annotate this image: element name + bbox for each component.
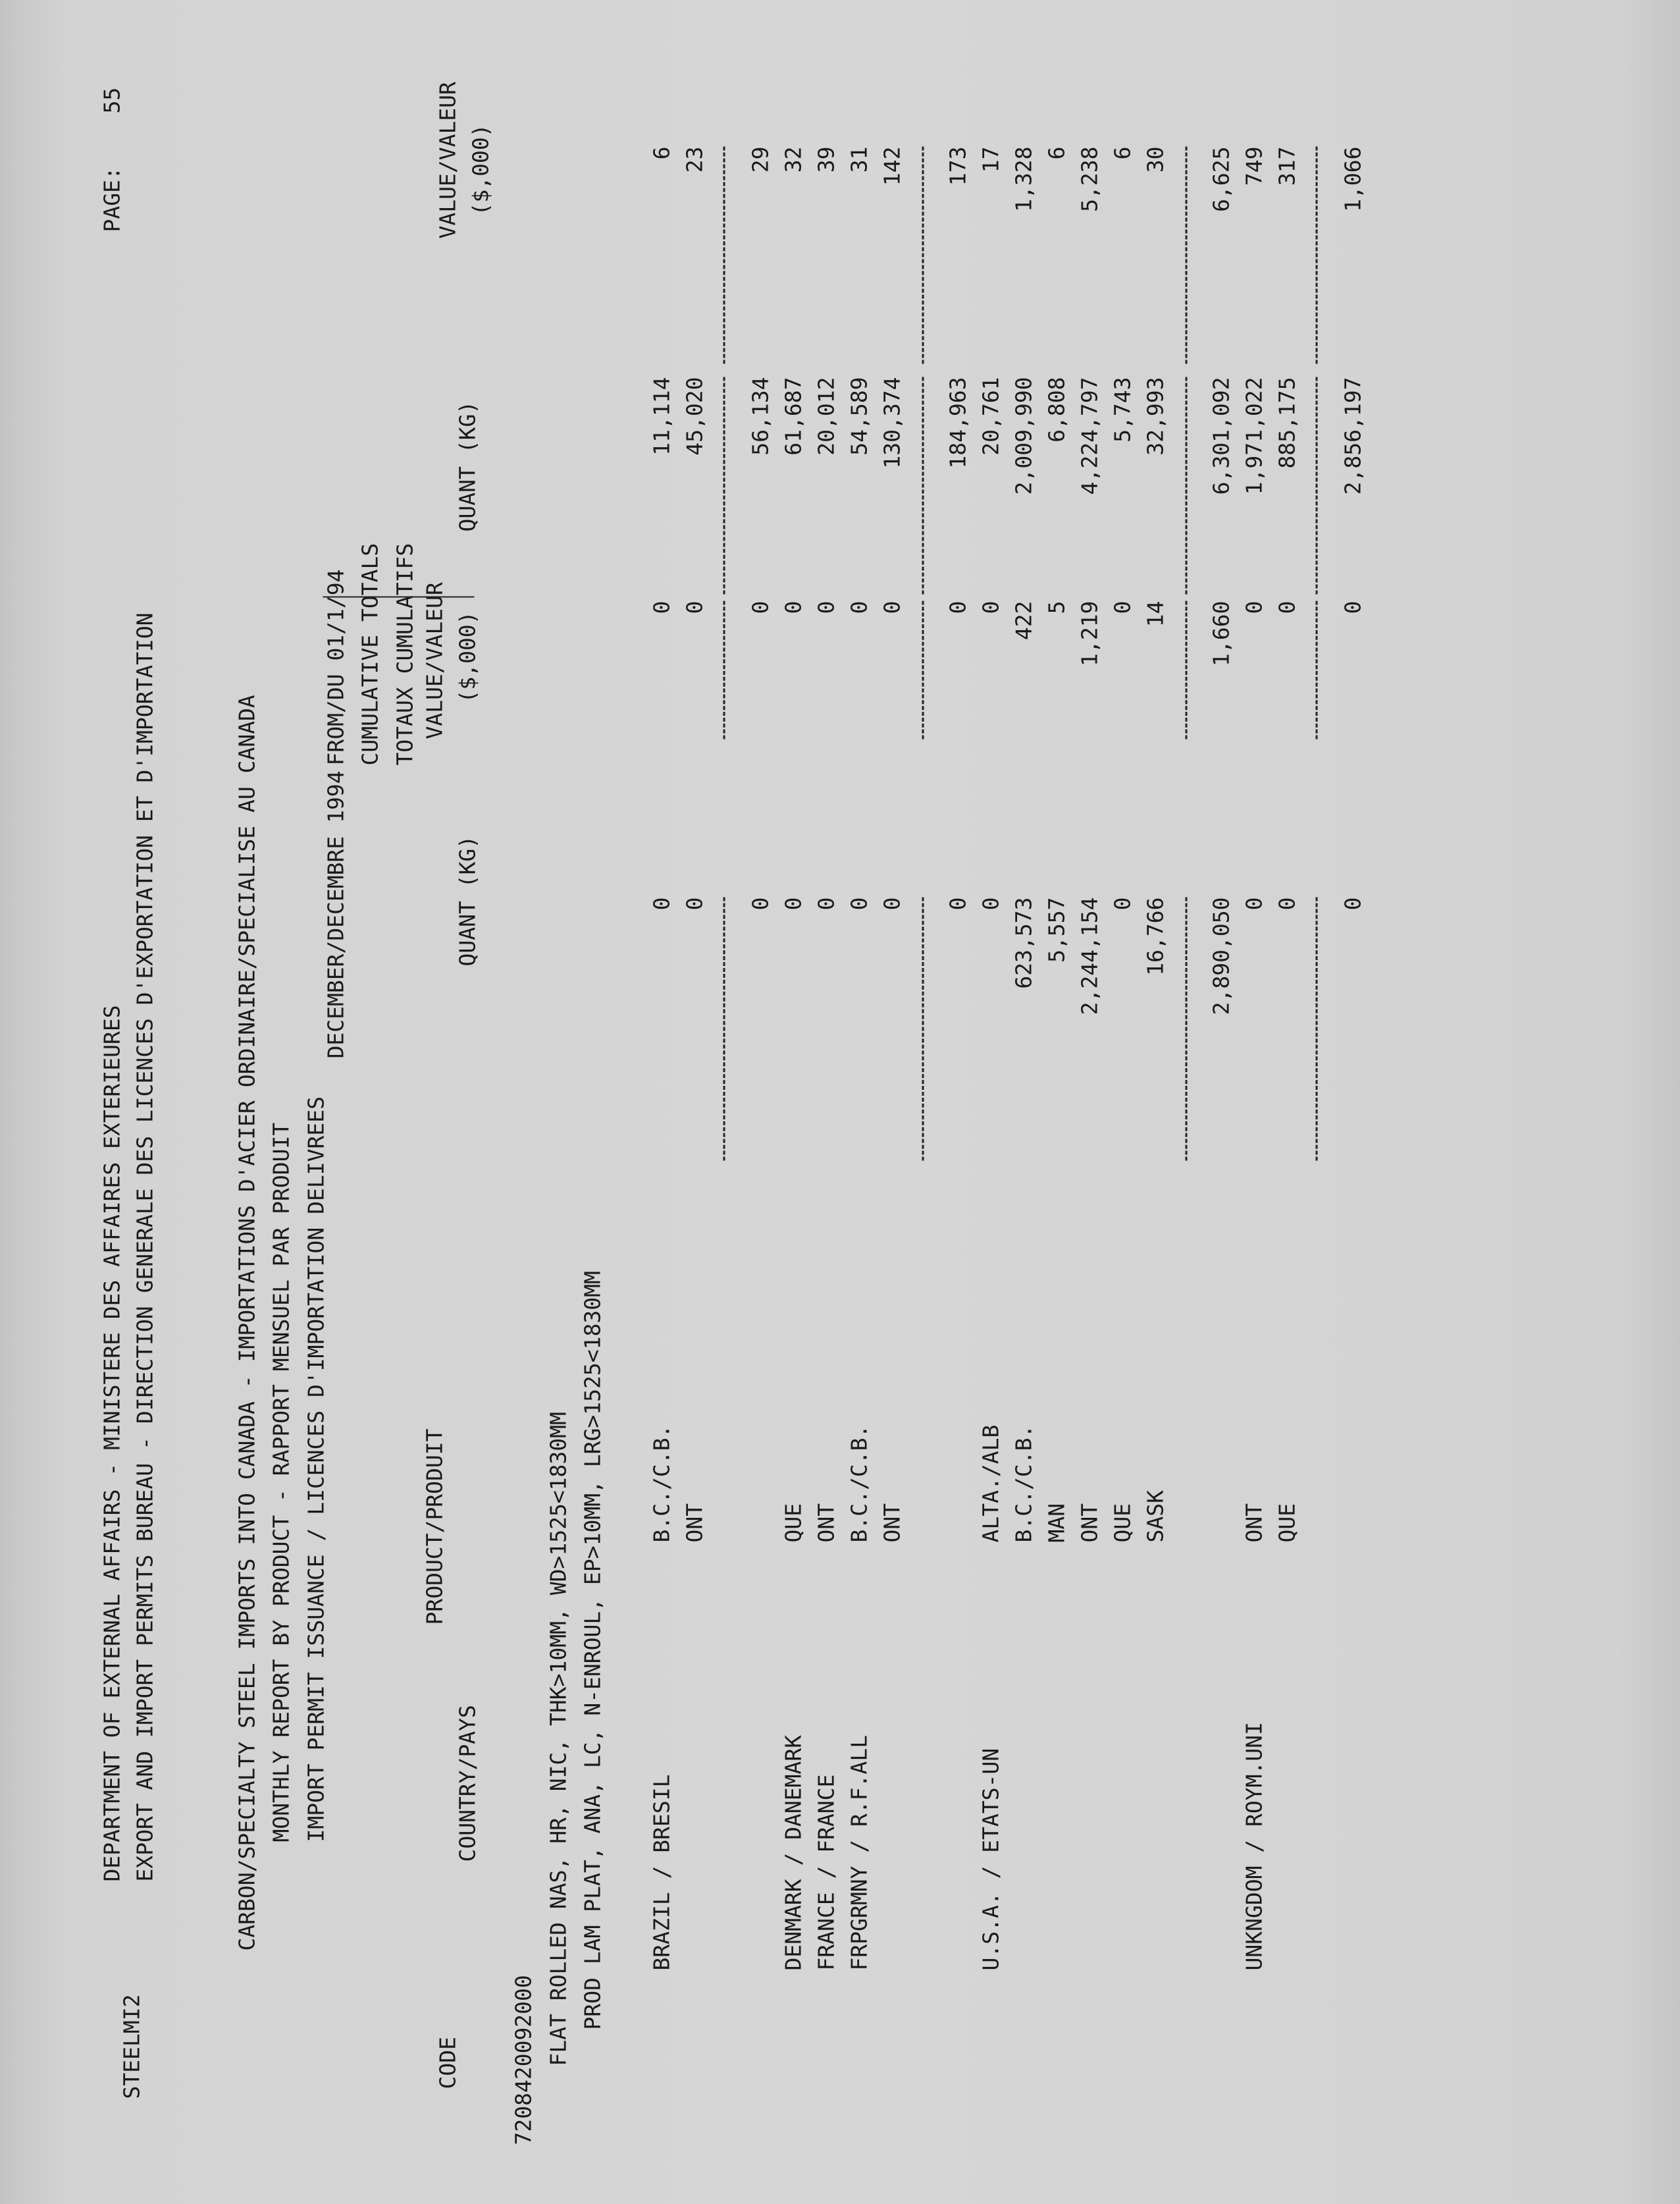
subtotal-rule: [1185, 146, 1187, 363]
value-cell: 14: [1142, 601, 1168, 627]
cum-quant-cell: 32,993: [1142, 377, 1168, 456]
quant-cell: 0: [945, 897, 970, 910]
province-cell: QUE: [780, 1503, 806, 1542]
subtotal-rule: [1185, 897, 1187, 1160]
subtotal-rule: [723, 897, 725, 1160]
value-cell: 0: [648, 601, 674, 614]
value-cell: 0: [879, 601, 905, 614]
code-header: CODE: [434, 2036, 460, 2089]
value-cell: 1,219: [1076, 601, 1102, 666]
cum-quant-cell: 56,134: [747, 377, 773, 456]
page-number: 55: [99, 87, 124, 113]
cum-quant-cell: 20,012: [813, 377, 839, 456]
value-cell: 0: [1340, 601, 1365, 614]
province-cell: SASK: [1142, 1490, 1168, 1542]
value-cell: 5: [1043, 601, 1069, 614]
cum-quant-cell: 130,374: [879, 377, 905, 469]
cum-quant-cell: 6,808: [1043, 377, 1069, 443]
cum-quant-cell: 5,743: [1109, 377, 1135, 443]
subtotal-rule: [723, 146, 725, 363]
subtotal-rule: [1315, 601, 1317, 739]
value-cell: 1,660: [1208, 601, 1234, 666]
value-cell: 0: [978, 601, 1003, 614]
subtotal-rule: [1185, 377, 1187, 594]
cumulative-from: FROM/DU 01/1/94: [323, 568, 348, 765]
cum-quant-cell: 885,175: [1274, 377, 1299, 469]
quant-cell: 0: [879, 897, 905, 910]
province-cell: ONT: [1076, 1503, 1102, 1542]
cum-quant-cell: 1,971,022: [1241, 377, 1267, 495]
cum-quant-cell: 61,687: [780, 377, 806, 456]
quant-cell: 0: [1274, 897, 1299, 910]
cumulative-totals-en: CUMULATIVE TOTALS: [357, 543, 382, 765]
value-cell: 0: [1274, 601, 1299, 614]
cum-quant-cell: 2,856,197: [1340, 377, 1365, 495]
cum-value-cell: 23: [681, 146, 707, 173]
cum-quant-cell: 2,009,990: [1011, 377, 1036, 495]
province-cell: ONT: [681, 1503, 707, 1542]
quant-cell: 2,890,050: [1208, 897, 1234, 1015]
quant-cell: 0: [978, 897, 1003, 910]
product-code: 7208420092000: [510, 1974, 536, 2145]
cum-quant-cell: 4,224,797: [1076, 377, 1102, 495]
country-cell: DENMARK / DANEMARK: [780, 1734, 806, 1970]
value-cell: 0: [813, 601, 839, 614]
quant-cell: 0: [1340, 897, 1365, 910]
province-cell: B.C./C.B.: [846, 1424, 872, 1542]
country-cell: FRANCE / FRANCE: [813, 1773, 839, 1970]
quant-cell: 0: [747, 897, 773, 910]
cum-value-cell: 6,625: [1208, 146, 1234, 212]
quant-header: QUANT (KG): [454, 835, 480, 966]
cum-value-cell: 29: [747, 146, 773, 173]
cum-value-cell: 5,238: [1076, 146, 1102, 212]
subtotal-rule: [1185, 601, 1187, 739]
subtotal-rule: [1315, 377, 1317, 594]
cum-value-cell: 1,328: [1011, 146, 1036, 212]
bureau-line: EXPORT AND IMPORT PERMITS BUREAU - DIRECTION GENERALE DES LICENCES D'EXPORTATION ET D'IMPORTATION: [132, 612, 157, 1881]
cum-value-cell: 317: [1274, 146, 1299, 186]
cum-value-cell: 31: [846, 146, 872, 173]
value-cell: 0: [1109, 601, 1135, 614]
value-cell: 0: [681, 601, 707, 614]
cum-value-header: VALUE/VALEUR: [434, 81, 460, 238]
subtotal-rule: [723, 601, 725, 739]
value-cell: 0: [1241, 601, 1267, 614]
quant-cell: 623,573: [1011, 897, 1036, 989]
product-desc-en: FLAT ROLLED NAS, HR, NIC, THK>10MM, WD>1525<1830MM: [545, 1411, 571, 2066]
cum-value-cell: 39: [813, 146, 839, 173]
cum-quant-cell: 184,963: [945, 377, 970, 469]
value-cell: 0: [780, 601, 806, 614]
value-cell: 0: [945, 601, 970, 614]
report-title: CARBON/SPECIALTY STEEL IMPORTS INTO CANADA - IMPORTATIONS D'ACIER ORDINAIRE/SPECIALISE AU CANADA: [234, 694, 259, 1950]
cum-quant-cell: 45,020: [681, 377, 707, 456]
report-period: DECEMBER/DECEMBRE 1994: [323, 770, 348, 1058]
cum-value-cell: 6: [648, 146, 674, 159]
country-cell: BRAZIL / BRESIL: [648, 1773, 674, 1970]
subtotal-rule: [723, 377, 725, 594]
value-cell: 422: [1011, 601, 1036, 640]
value-unit-header: ($,000): [454, 610, 480, 703]
province-cell: ONT: [813, 1503, 839, 1542]
cumulative-totals-fr: TOTAUX CUMULATIFS: [392, 543, 417, 765]
country-cell: FRPGRMNY / R.F.ALL: [846, 1734, 872, 1970]
subtotal-rule: [1315, 897, 1317, 1160]
cum-value-cell: 142: [879, 146, 905, 186]
province-cell: ALTA./ALB: [978, 1424, 1003, 1542]
value-header: VALUE/VALEUR: [421, 581, 447, 739]
province-cell: ONT: [1241, 1503, 1267, 1542]
quant-cell: 0: [813, 897, 839, 910]
country-cell: U.S.A. / ETATS-UN: [978, 1748, 1003, 1970]
province-cell: B.C./C.B.: [648, 1424, 674, 1542]
quant-cell: 16,766: [1142, 897, 1168, 976]
cum-quant-cell: 6,301,092: [1208, 377, 1234, 495]
cum-quant-cell: 54,589: [846, 377, 872, 456]
value-cell: 0: [747, 601, 773, 614]
quant-cell: 0: [648, 897, 674, 910]
report-subtitle-2: IMPORT PERMIT ISSUANCE / LICENCES D'IMPORTATION DELIVREES: [303, 1096, 328, 1842]
cum-value-cell: 749: [1241, 146, 1267, 186]
subtotal-rule: [922, 601, 924, 739]
report-subtitle: MONTHLY REPORT BY PRODUCT - RAPPORT MENSUEL PAR PRODUIT: [268, 1122, 294, 1842]
cum-quant-cell: 11,114: [648, 377, 674, 456]
province-cell: ONT: [879, 1503, 905, 1542]
cum-value-cell: 6: [1043, 146, 1069, 159]
cum-value-cell: 1,066: [1340, 146, 1365, 212]
report-id: STEELMI2: [118, 1994, 144, 2099]
quant-cell: 0: [681, 897, 707, 910]
cum-value-cell: 6: [1109, 146, 1135, 159]
value-cell: 0: [846, 601, 872, 614]
cum-value-cell: 173: [945, 146, 970, 186]
quant-cell: 0: [846, 897, 872, 910]
cum-quant-header: QUANT (KG): [454, 400, 480, 531]
quant-cell: 2,244,154: [1076, 897, 1102, 1015]
province-cell: QUE: [1274, 1503, 1299, 1542]
subtotal-rule: [922, 897, 924, 1160]
country-header: COUNTRY/PAYS: [454, 1704, 480, 1862]
cum-quant-cell: 20,761: [978, 377, 1003, 456]
subtotal-rule: [922, 377, 924, 594]
cum-value-unit-header: ($,000): [467, 123, 493, 215]
province-cell: MAN: [1043, 1503, 1069, 1542]
subtotal-rule: [922, 146, 924, 363]
cum-value-cell: 32: [780, 146, 806, 173]
cum-value-cell: 17: [978, 146, 1003, 173]
page-label: PAGE:: [99, 166, 124, 232]
province-cell: B.C./C.B.: [1011, 1424, 1036, 1542]
cum-value-cell: 30: [1142, 146, 1168, 173]
subtotal-rule: [1315, 146, 1317, 363]
quant-cell: 5,557: [1043, 897, 1069, 963]
quant-cell: 0: [1241, 897, 1267, 910]
quant-cell: 0: [780, 897, 806, 910]
product-desc-fr: PROD LAM PLAT, ANA, LC, N-ENROUL, EP>10MM, LRG>1525<1830MM: [579, 1270, 605, 2029]
department-line: DEPARTMENT OF EXTERNAL AFFAIRS - MINISTERE DES AFFAIRES EXTERIEURES: [99, 1004, 124, 1881]
country-cell: UNKNGDOM / ROYM.UNI: [1241, 1721, 1267, 1970]
province-cell: QUE: [1109, 1503, 1135, 1542]
product-header: PRODUCT/PRODUIT: [421, 1428, 447, 1625]
quant-cell: 0: [1109, 897, 1135, 910]
